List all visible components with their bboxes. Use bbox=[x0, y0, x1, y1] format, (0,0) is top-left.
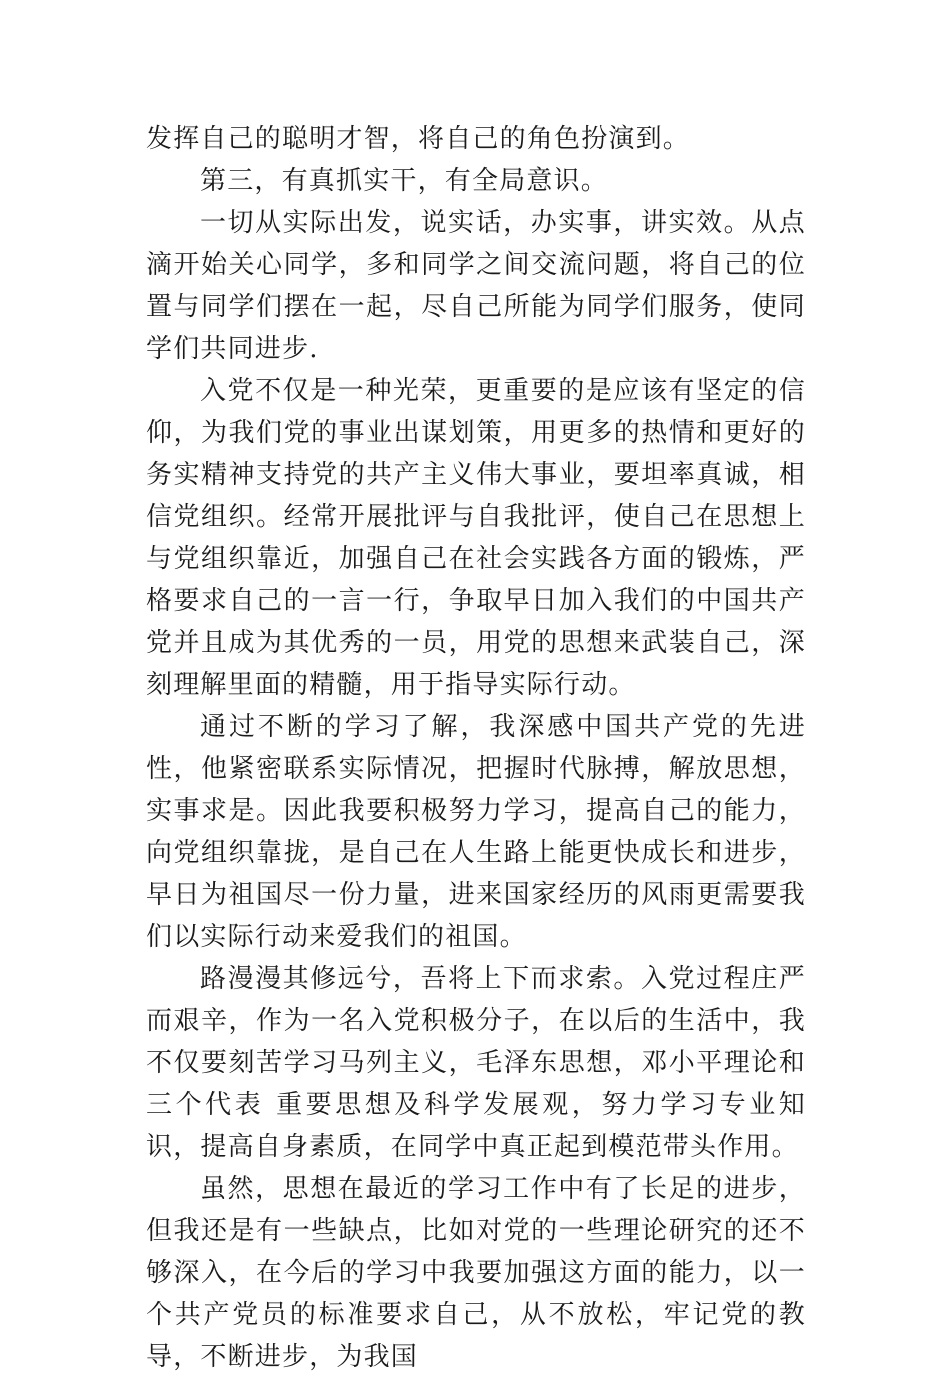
paragraph-2: 第三，有真抓实干，有全局意识。 bbox=[200, 166, 609, 196]
paragraph-7: 虽然，思想在最近的学习工作中有了长足的进步，但我还是有一些缺点，比如对党的一些理论研究的还不够深入，在今后的学习中我要加强这方面的能力，以一个共产党员的标准要求自己，从不放松，牢记党的教导，不断进步，为我国 bbox=[146, 1174, 806, 1372]
document-body bbox=[146, 118, 806, 1378]
paragraph-6: 路漫漫其修远兮，吾将上下而求索。入党过程庄严而艰辛，作为一名入党积极分子，在以后的生活中，我不仅要刻苦学习马列主义，毛泽东思想，邓小平理论和 三个代表 重要思想及科学发展观，努力学习专业知识，提高自身素质，在同学中真正起到模范带头作用。 bbox=[146, 964, 806, 1162]
paragraph-3: 一切从实际出发，说实话，办实事，讲实效。从点滴开始关心同学，多和同学之间交流问题，将自己的位置与同学们摆在一起，尽自己所能为同学们服务，使同学们共同进步. bbox=[146, 208, 806, 364]
paragraph-4: 入党不仅是一种光荣，更重要的是应该有坚定的信仰，为我们党的事业出谋划策，用更多的热情和更好的务实精神支持党的共产主义伟大事业，要坦率真诚，相信党组织。经常开展批评与自我批评，使自己在思想上与党组织靠近，加强自己在社会实践各方面的锻炼，严格要求自己的一言一行，争取早日加入我们的中国共产党并且成为其优秀的一员，用党的思想来武装自己，深刻理解里面的精髓，用于指导实际行动。 bbox=[146, 376, 806, 700]
paragraph-5: 通过不断的学习了解，我深感中国共产党的先进性，他紧密联系实际情况，把握时代脉搏，解放思想，实事求是。因此我要积极努力学习，提高自己的能力，向党组织靠拢，是自己在人生路上能更快成长和进步，早日为祖国尽一份力量，进来国家经历的风雨更需要我们以实际行动来爱我们的祖国。 bbox=[146, 712, 806, 952]
paragraph-1: 发挥自己的聪明才智，将自己的角色扮演到。 bbox=[146, 124, 691, 154]
